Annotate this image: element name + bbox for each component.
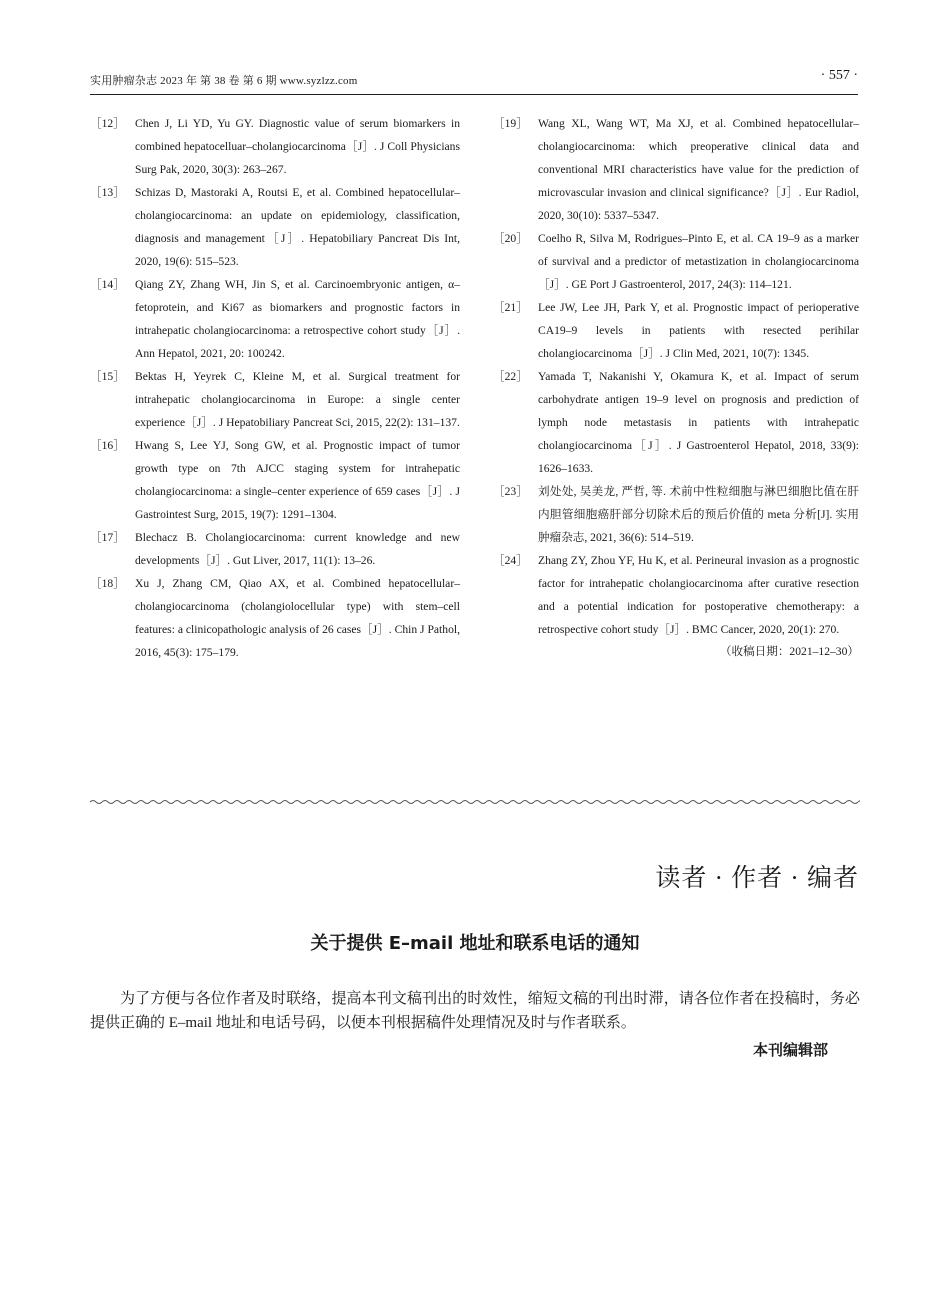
page-header — [90, 68, 858, 92]
reference-text: 刘处处, 吴美龙, 严哲, 等. 术前中性粒细胞与淋巴细胞比值在肝内胆管细胞癌肝部分切除术后的预后价值的 meta 分析[J]. 实用肿瘤杂志, 2021, 36(6): 514–519. — [538, 485, 859, 544]
reference-text: Bektas H, Yeyrek C, Kleine M, et al. Surgical treatment for intrahepatic cholangiocarcinoma in Europe: a single center experience［J］. J Hepatobiliary Pancreat Sci, 2015, 22(2): 131–137. — [135, 370, 460, 429]
reference-item — [90, 181, 460, 273]
reference-number: ［16］ — [90, 439, 125, 452]
reference-number: ［24］ — [493, 554, 528, 567]
wavy-divider — [90, 798, 860, 806]
reference-item — [90, 365, 460, 434]
reference-text: Zhang ZY, Zhou YF, Hu K, et al. Perineural invasion as a prognostic factor for intrahepatic cholangiocarcinoma after curative resection and a potential indication for postoperative chemotherapy: a retrospective cohort study［J］. BMC Cancer, 2020, 20(1): 270. — [538, 554, 859, 636]
reference-text: Chen J, Li YD, Yu GY. Diagnostic value of serum biomarkers in combined hepatocelluar–cholangiocarcinoma［J］. J Coll Physicians Surg Pak, 2020, 30(3): 263–267. — [135, 117, 460, 176]
reference-number: ［13］ — [90, 186, 125, 199]
reference-item — [90, 434, 460, 526]
reference-item — [90, 273, 460, 365]
reference-text: Qiang ZY, Zhang WH, Jin S, et al. Carcinoembryonic antigen, α–fetoprotein, and Ki67 as biomarkers and prognostic factors in intrahepatic cholangiocarcinoma: a retrospective cohort study［J］. Ann Hepatol, 2021, 20: 100242. — [135, 278, 460, 360]
header-rule — [90, 94, 858, 95]
page-number: · 557 · — [820, 68, 858, 83]
reference-item — [90, 572, 460, 664]
references-right-column — [493, 112, 859, 663]
reference-number: ［19］ — [493, 117, 528, 130]
reference-text: Yamada T, Nakanishi Y, Okamura K, et al. Impact of serum carbohydrate antigen 19–9 level on prognosis and prediction of lymph node metastasis in patients with intrahepatic cholangiocarcinoma［J］. J Gastroenterol Hepatol, 2018, 33(9): 1626–1633. — [538, 370, 859, 475]
reference-text: Xu J, Zhang CM, Qiao AX, et al. Combined hepatocellular–cholangiocarcinoma (cholangiolocellular type) with stem–cell features: a clinicopathologic analysis of 26 cases［J］. Chin J Pathol, 2016, 45(3): 175–179. — [135, 577, 460, 659]
reference-text: Wang XL, Wang WT, Ma XJ, et al. Combined hepatocellular–cholangiocarcinoma: which preoperative clinical data and conventional MRI characteristics have value for the prediction of microvascular invasion and clinical significance?［J］. Eur Radiol, 2020, 30(10): 5337–5347. — [538, 117, 859, 222]
reference-number: ［21］ — [493, 301, 528, 314]
reference-text: Hwang S, Lee YJ, Song GW, et al. Prognostic impact of tumor growth type on 7th AJCC staging system for intrahepatic cholangiocarcinoma: a single–center experience of 659 cases［J］. J Gastrointest Surg, 2015, 19(7): 1291–1304. — [135, 439, 460, 521]
reference-number: ［17］ — [90, 531, 125, 544]
reference-item — [90, 112, 460, 181]
section-heading: 读者 · 作者 · 编者 — [655, 865, 859, 892]
reference-text: Lee JW, Lee JH, Park Y, et al. Prognostic impact of perioperative CA19–9 levels in patients with resected perihilar cholangiocarcinoma［J］. J Clin Med, 2021, 10(7): 1345. — [538, 301, 859, 360]
reference-item — [493, 480, 859, 549]
reference-number: ［22］ — [493, 370, 528, 383]
reference-number: ［12］ — [90, 117, 125, 130]
reference-item — [493, 112, 859, 227]
reference-item — [90, 526, 460, 572]
reference-item — [493, 365, 859, 480]
reference-number: ［18］ — [90, 577, 125, 590]
reference-number: ［23］ — [493, 485, 528, 498]
notice-body: 为了方便与各位作者及时联络，提高本刊文稿刊出的时效性，缩短文稿的刊出时滞，请各位作者在投稿时，务必提供正确的 E–mail 地址和电话号码，以便本刊根据稿件处理情况及时与作者联系。 — [90, 991, 860, 1031]
reference-item — [493, 227, 859, 296]
reference-item — [493, 296, 859, 365]
reference-number: ［14］ — [90, 278, 125, 291]
notice-title: 关于提供 E–mail 地址和联系电话的通知 — [310, 933, 640, 954]
reference-item — [493, 549, 859, 641]
reference-text: Blechacz B. Cholangiocarcinoma: current knowledge and new developments［J］. Gut Liver, 2017, 11(1): 13–26. — [135, 531, 460, 567]
journal-info: 实用肿瘤杂志 2023 年 第 38 卷 第 6 期 www.syzlzz.com — [90, 75, 358, 87]
references-left-column — [90, 112, 460, 664]
reference-text: Coelho R, Silva M, Rodrigues–Pinto E, et al. CA 19–9 as a marker of survival and a predictor of metastization in cholangiocarcinoma［J］. GE Port J Gastroenterol, 2017, 24(3): 114–121. — [538, 232, 859, 291]
received-date: （收稿日期：2021–12–30） — [719, 645, 859, 658]
notice-signature: 本刊编辑部 — [752, 1041, 828, 1059]
reference-text: Schizas D, Mastoraki A, Routsi E, et al. Combined hepatocellular–cholangiocarcinoma: an update on epidemiology, classification, diagnosis and management［J］. Hepatobiliary Pancreat Dis Int, 2020, 19(6): 515–523. — [135, 186, 460, 268]
reference-number: ［20］ — [493, 232, 528, 245]
reference-number: ［15］ — [90, 370, 125, 383]
